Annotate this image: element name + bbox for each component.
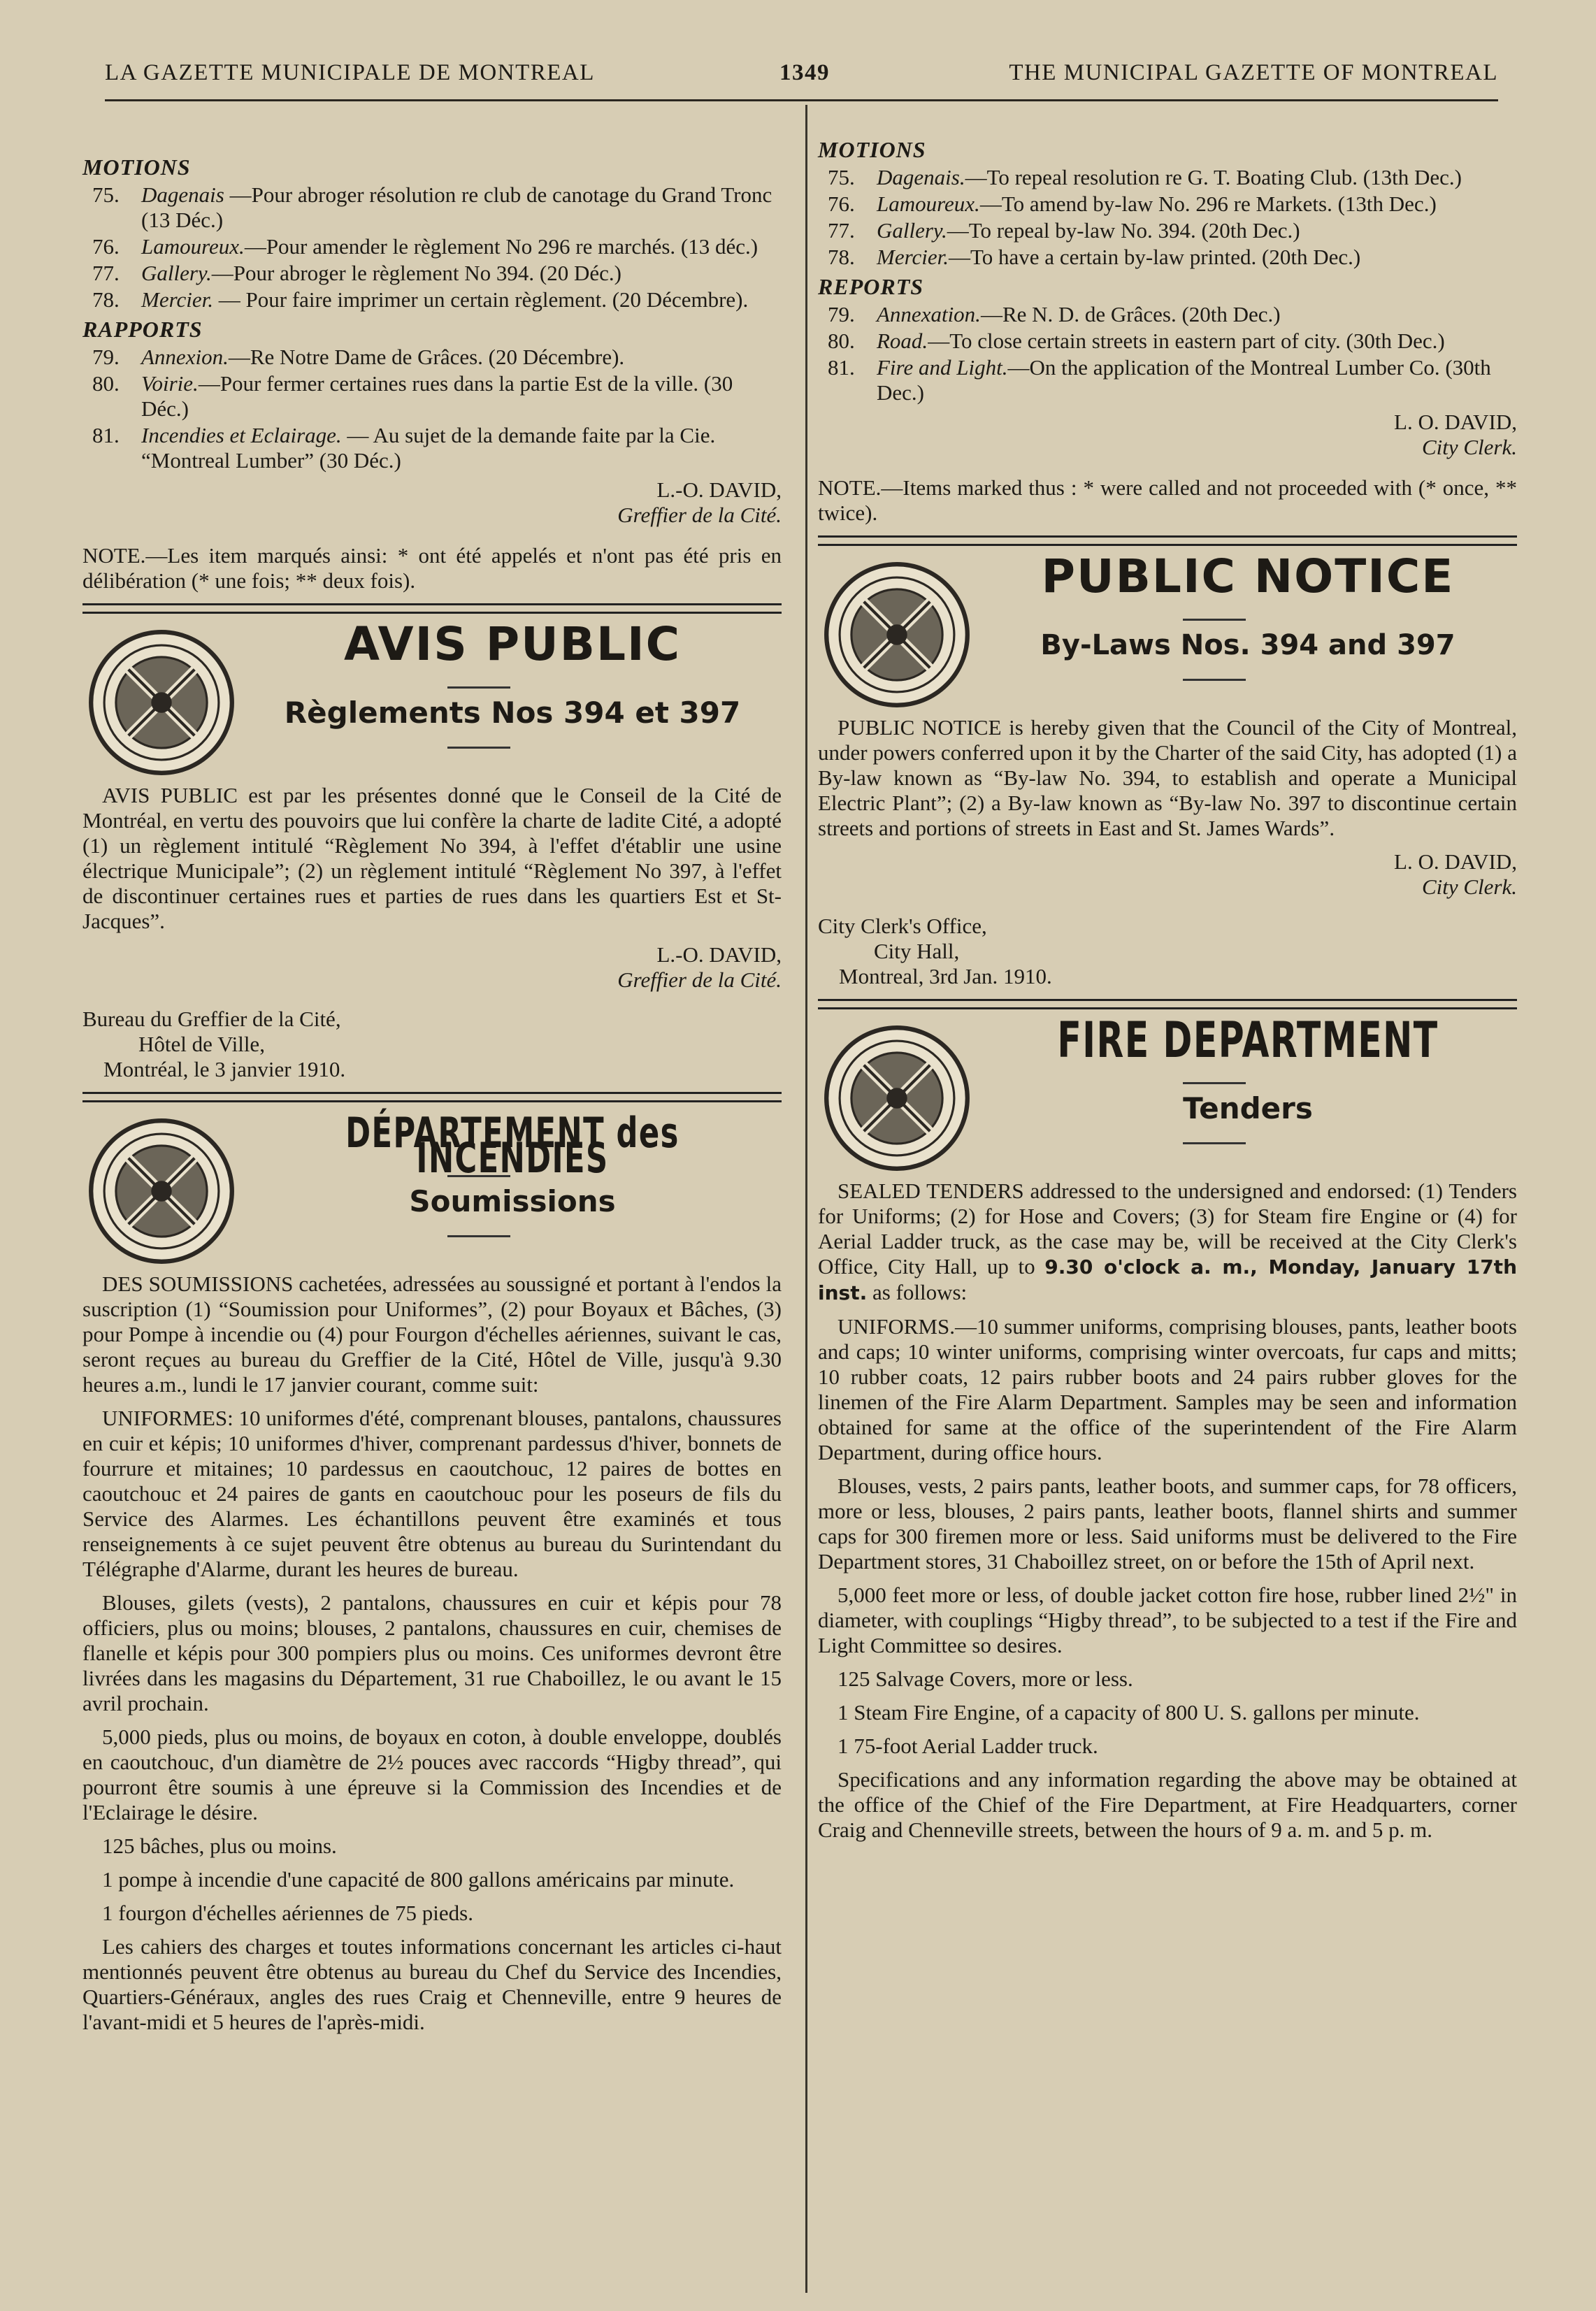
- item-text: [877, 192, 1517, 217]
- avis-signature: [82, 942, 782, 993]
- list-item: [82, 371, 782, 422]
- item-description: —To have a certain by-law printed. (20th Dec.): [949, 245, 1361, 269]
- item-number: 75.: [828, 165, 855, 189]
- public-notice-title: PUBLIC NOTICE: [1041, 549, 1455, 603]
- signature-name: L. O. DAVID,: [1394, 410, 1517, 434]
- list-item: [818, 355, 1517, 405]
- section-rule: [818, 999, 1517, 1009]
- body-paragraph: Les cahiers des charges et toutes informations concernant les articles ci-haut mentionnés peuvent être obtenus au bureau du Chef du Service des Incendies, Quartiers-Généraux, angles des rues Craig et Chenneville, entre 9 heures de l'avant-midi et 5 heures de l'après-midi.: [82, 1934, 782, 2034]
- page-header: [105, 57, 1498, 101]
- list-item: [818, 165, 1517, 190]
- item-description: — Pour faire imprimer un certain règlement. (20 Décembre).: [213, 287, 749, 312]
- item-councillor: Road.: [877, 329, 928, 353]
- item-text: [141, 423, 782, 473]
- item-councillor: Gallery.: [877, 218, 947, 243]
- body-paragraph: 5,000 feet more or less, of double jacket cotton fire hose, rubber lined 2½" in diameter, with couplings “Higby thread”, to be subjected to a test if the Fire and Light Committee so desires.: [818, 1583, 1517, 1657]
- item-description: —To close certain streets in eastern part of city. (30th Dec.): [928, 329, 1445, 353]
- item-number: 81.: [92, 423, 120, 447]
- item-number: 80.: [828, 329, 855, 353]
- avis-signature-title: Greffier de la Cité.: [617, 967, 782, 992]
- note-en: NOTE.—Items marked thus : * were called and not proceeded with (* once, ** twice).: [818, 475, 1517, 525]
- avis-address: [82, 1007, 782, 1082]
- body-paragraph: Blouses, gilets (vests), 2 pantalons, chaussures en cuir et képis pour 78 officiers, plus ou moins; blouses, 2 pantalons, chaussures en cuir, chemises de flanelle et képis pour 300 pompiers plus ou moins. Ces uniformes devront être livrées dans les magasins du Département, 31 rue Chaboillez, le ou avant le 15 avril prochain.: [82, 1590, 782, 1715]
- section-rule: [818, 535, 1517, 546]
- motions-heading-fr: MOTIONS: [82, 154, 191, 180]
- item-councillor: Lamoureux.: [877, 192, 980, 216]
- signature-fr: [82, 477, 782, 528]
- notice-signature: [818, 849, 1517, 900]
- subtitle-rule: [447, 747, 510, 749]
- reports-heading-fr: RAPPORTS: [82, 317, 203, 342]
- public-notice-header: [818, 549, 1517, 715]
- motions-list-fr: [82, 182, 782, 312]
- item-description: —Pour abroger résolution re club de canotage du Grand Tronc (13 Déc.): [141, 182, 772, 232]
- right-column: [818, 133, 1517, 1851]
- tender-intro-end: as follows:: [867, 1280, 968, 1304]
- body-paragraph: Blouses, vests, 2 pairs pants, leather boots, and summer caps, for 78 officers, more or less, blouses, 2 pairs pants, leather boots, flannel shirts and summer caps for 300 firemen more or less. Said uniforms must be delivered to the Fire Department stores, 31 Chaboillez street, on or before the 15th of April next.: [818, 1474, 1517, 1574]
- avis-signature-name: L.-O. DAVID,: [656, 942, 782, 967]
- signature-en: [818, 410, 1517, 460]
- section-rule: [82, 1092, 782, 1102]
- list-item: [82, 287, 782, 312]
- item-number: 78.: [92, 287, 120, 312]
- fire-department-subtitle: Tenders: [1183, 1091, 1313, 1125]
- item-text: [141, 371, 782, 422]
- item-councillor: Dagenais: [141, 182, 224, 207]
- item-councillor: Lamoureux.: [141, 234, 245, 259]
- item-councillor: Mercier.: [141, 287, 214, 312]
- item-number: 77.: [92, 261, 120, 285]
- subtitle-rule: [1183, 679, 1246, 681]
- item-number: 76.: [828, 192, 855, 216]
- public-notice-subtitle: By-Laws Nos. 394 and 397: [1040, 629, 1455, 661]
- item-number: 79.: [828, 302, 855, 326]
- body-paragraph: 1 75-foot Aerial Ladder truck.: [837, 1734, 1098, 1758]
- avis-public-title: AVIS PUBLIC: [343, 617, 682, 671]
- item-description: —Re N. D. de Grâces. (20th Dec.): [980, 302, 1281, 326]
- public-notice-body: PUBLIC NOTICE is hereby given that the Council of the City of Montreal, under powers conferred upon it by the Charter of the said City, has adopted (1) a By-law known as “By-law No. 394, to establish and operate a Municipal Electric Plant”; (2) a By-law known as “By-law No. 397 to discontinue certain streets and portions of streets in East and St. James Wards”.: [818, 715, 1517, 840]
- body-paragraph: UNIFORMES: 10 uniformes d'été, comprenant blouses, pantalons, chaussures en cuir et képis; 10 uniformes d'hiver, comprenant pardessus d'hiver, bonnets de fourrure et mitaines; 10 pardessus en caoutchouc, 12 paires de bottes en caoutchouc et 24 paires de gants en caoutchouc pour les poseurs de fils du Service des Alarmes. Les échantillons peuvent être examinés et tous renseignements à ce sujet peuvent être obtenus au bureau du Surintendant du Télégraphe d'Alarme, durant les heures de bureau.: [82, 1406, 782, 1581]
- avis-public-body: AVIS PUBLIC est par les présentes donné que le Conseil de la Cité de Montréal, en vertu des pouvoirs que lui confère la charte de ladite Cité, a adopté (1) un règlement intitulé “Règlement No 394, à l'effet d'établir une usine électrique Municipale”; (2) un règlement intitulé “Règlement No 397, à l'effet de discontinuer certaines rues et parties de rues dans les quartiers Est et St-Jacques”.: [82, 783, 782, 933]
- reports-list-en: [818, 302, 1517, 405]
- item-description: — Au sujet de la demande faite par la Cie. “Montreal Lumber” (30 Déc.): [141, 423, 716, 473]
- notice-address-line: City Hall,: [874, 939, 960, 963]
- item-text: [877, 245, 1517, 270]
- header-right-title: THE MUNICIPAL GAZETTE OF MONTREAL: [1009, 60, 1498, 85]
- title-rule: [1183, 619, 1246, 621]
- title-rule: [447, 1175, 510, 1177]
- list-item: [82, 423, 782, 473]
- item-description: —On the application of the Montreal Lumber Co. (30th Dec.): [877, 355, 1491, 405]
- body-paragraph: 1 fourgon d'échelles aériennes de 75 pieds.: [102, 1901, 473, 1925]
- avis-address-line: Montréal, le 3 janvier 1910.: [103, 1057, 346, 1081]
- item-description: —Pour amender le règlement No 296 re marchés. (13 déc.): [244, 234, 759, 259]
- item-text: [141, 234, 782, 259]
- list-item: [818, 302, 1517, 327]
- signature-name: L.-O. DAVID,: [656, 477, 782, 502]
- signature-title: City Clerk.: [1421, 435, 1517, 459]
- item-text: [877, 329, 1517, 354]
- fire-department-header: [818, 1011, 1517, 1179]
- body-paragraph: 1 Steam Fire Engine, of a capacity of 800 U. S. gallons per minute.: [837, 1700, 1420, 1725]
- item-text: [877, 355, 1517, 405]
- avis-public-subtitle: Règlements Nos 394 et 397: [284, 696, 741, 730]
- list-item: [82, 182, 782, 233]
- list-item: [82, 261, 782, 286]
- departement-body: [82, 1272, 782, 2035]
- motions-heading-en: MOTIONS: [818, 137, 926, 162]
- item-number: 76.: [92, 234, 120, 259]
- notice-address-line: City Clerk's Office,: [818, 914, 987, 938]
- item-number: 75.: [92, 182, 120, 207]
- subtitle-rule: [1183, 1142, 1246, 1144]
- body-paragraph: UNIFORMS.—10 summer uniforms, comprising blouses, pants, leather boots and caps; 10 winter uniforms, comprising winter overcoats, fur caps and mitts; 10 rubber coats, 12 pairs rubber boots and 24 pairs rubber gloves for the linemen of the Fire Alarm Department. Samples may be seen and information obtained for same at the office of the superintendent of the Fire Alarm Department, during office hours.: [818, 1314, 1517, 1464]
- item-councillor: Annexion.: [141, 345, 229, 369]
- list-item: [82, 345, 782, 370]
- notice-address-line: Montreal, 3rd Jan. 1910.: [839, 964, 1052, 988]
- body-paragraph: 125 Salvage Covers, more or less.: [837, 1666, 1133, 1691]
- city-seal-icon: [824, 561, 970, 708]
- body-paragraph: 5,000 pieds, plus ou moins, de boyaux en coton, à double enveloppe, doublés en caoutchouc, d'un diamètre de 2½ pouces avec raccords “Higby thread”, qui pourront être soumis à une épreuve si la Commission des Incendies et de l'Eclairage le désire.: [82, 1725, 782, 1824]
- item-text: [141, 345, 782, 370]
- section-rule: [82, 603, 782, 614]
- note-fr: NOTE.—Les item marqués ainsi: * ont été appelés et n'ont pas été pris en délibération (* une fois; ** deux fois).: [82, 543, 782, 593]
- reports-list-fr: [82, 345, 782, 473]
- item-councillor: Dagenais.: [877, 165, 965, 189]
- tender-deadline: 9.30 o'clock a. m., Monday, January 17th inst.: [818, 1255, 1517, 1304]
- tender-paragraphs: [818, 1314, 1517, 1843]
- item-councillor: Voirie.: [141, 371, 199, 396]
- body-paragraph: 125 bâches, plus ou moins.: [102, 1834, 337, 1858]
- motions-list-en: [818, 165, 1517, 270]
- item-description: —To repeal resolution re G. T. Boating Club. (13th Dec.): [965, 165, 1462, 189]
- left-column: [82, 150, 782, 2043]
- title-rule: [447, 686, 510, 689]
- item-councillor: Incendies et Eclairage.: [141, 423, 342, 447]
- tender-intro: [818, 1179, 1517, 1306]
- item-number: 77.: [828, 218, 855, 243]
- avis-address-line: Bureau du Greffier de la Cité,: [82, 1007, 341, 1031]
- avis-address-line: Hôtel de Ville,: [138, 1032, 265, 1056]
- list-item: [818, 218, 1517, 243]
- item-description: —Pour fermer certaines rues dans la partie Est de la ville. (30 Déc.): [141, 371, 733, 421]
- item-description: —To amend by-law No. 296 re Markets. (13th Dec.): [979, 192, 1437, 216]
- city-seal-icon: [824, 1025, 970, 1172]
- item-councillor: Fire and Light.: [877, 355, 1008, 380]
- item-number: 78.: [828, 245, 855, 269]
- item-number: 79.: [92, 345, 120, 369]
- header-left-title: LA GAZETTE MUNICIPALE DE MONTREAL: [105, 60, 595, 85]
- city-seal-icon: [88, 629, 235, 776]
- avis-public-header: [82, 617, 782, 783]
- item-number: 81.: [828, 355, 855, 380]
- body-paragraph: Specifications and any information regarding the above may be obtained at the office of the Chief of the Fire Department, at Fire Headquarters, corner Craig and Chenneville streets, between the hours of 9 a. m. and 5 p. m.: [818, 1767, 1517, 1842]
- notice-signature-name: L. O. DAVID,: [1394, 849, 1517, 874]
- item-number: 80.: [92, 371, 120, 396]
- notice-address: [818, 914, 1517, 989]
- item-councillor: Gallery.: [141, 261, 212, 285]
- departement-subtitle: Soumissions: [409, 1184, 616, 1218]
- fire-department-title: FIRE DEPARTMENT: [1057, 1011, 1439, 1069]
- city-seal-icon: [88, 1118, 235, 1265]
- page-number: 1349: [779, 60, 830, 85]
- item-text: [877, 165, 1517, 190]
- subtitle-rule: [447, 1235, 510, 1237]
- fire-department-body: [818, 1179, 1517, 1843]
- column-divider: [805, 105, 807, 2293]
- list-item: [818, 245, 1517, 270]
- title-rule: [1183, 1082, 1246, 1084]
- list-item: [82, 234, 782, 259]
- item-description: —To repeal by-law No. 394. (20th Dec.): [947, 218, 1300, 243]
- list-item: [818, 192, 1517, 217]
- item-text: [877, 218, 1517, 243]
- item-description: —Pour abroger le règlement No 394. (20 Déc.): [211, 261, 621, 285]
- item-text: [141, 261, 782, 286]
- reports-heading-en: REPORTS: [818, 274, 924, 299]
- item-councillor: Annexation.: [877, 302, 981, 326]
- body-paragraph: 1 pompe à incendie d'une capacité de 800 gallons américains par minute.: [102, 1867, 735, 1892]
- item-text: [141, 182, 782, 233]
- list-item: [818, 329, 1517, 354]
- departement-title: DÉPARTEMENT des INCENDIES: [345, 1109, 680, 1183]
- item-councillor: Mercier.: [877, 245, 949, 269]
- body-paragraph: DES SOUMISSIONS cachetées, adressées au soussigné et portant à l'endos la suscription (1) “Soumission pour Uniformes”, (2) pour Boyaux et Bâches, (3) pour Pompe à incendie ou (4) pour Fourgon d'échelles aériennes, suivant le cas, seront reçues au bureau du Greffier de la Cité, Hôtel de Ville, jusqu'à 9.30 heures a.m., lundi le 17 janvier courant, comme suit:: [82, 1272, 782, 1397]
- item-description: —Re Notre Dame de Grâces. (20 Décembre).: [228, 345, 625, 369]
- item-text: [141, 287, 782, 312]
- signature-title: Greffier de la Cité.: [617, 503, 782, 527]
- notice-signature-title: City Clerk.: [1421, 874, 1517, 899]
- item-text: [877, 302, 1517, 327]
- departement-header: [82, 1111, 782, 1272]
- tender-intro-text: SEALED TENDERS addressed to the undersigned and endorsed: (1) Tenders for Uniforms; (2) for Hose and Covers; (3) for Steam fire Engine or (4) for Aerial Ladder truck, as the case may be, will be received at the City Clerk's Office, City Hall, up to: [818, 1179, 1517, 1279]
